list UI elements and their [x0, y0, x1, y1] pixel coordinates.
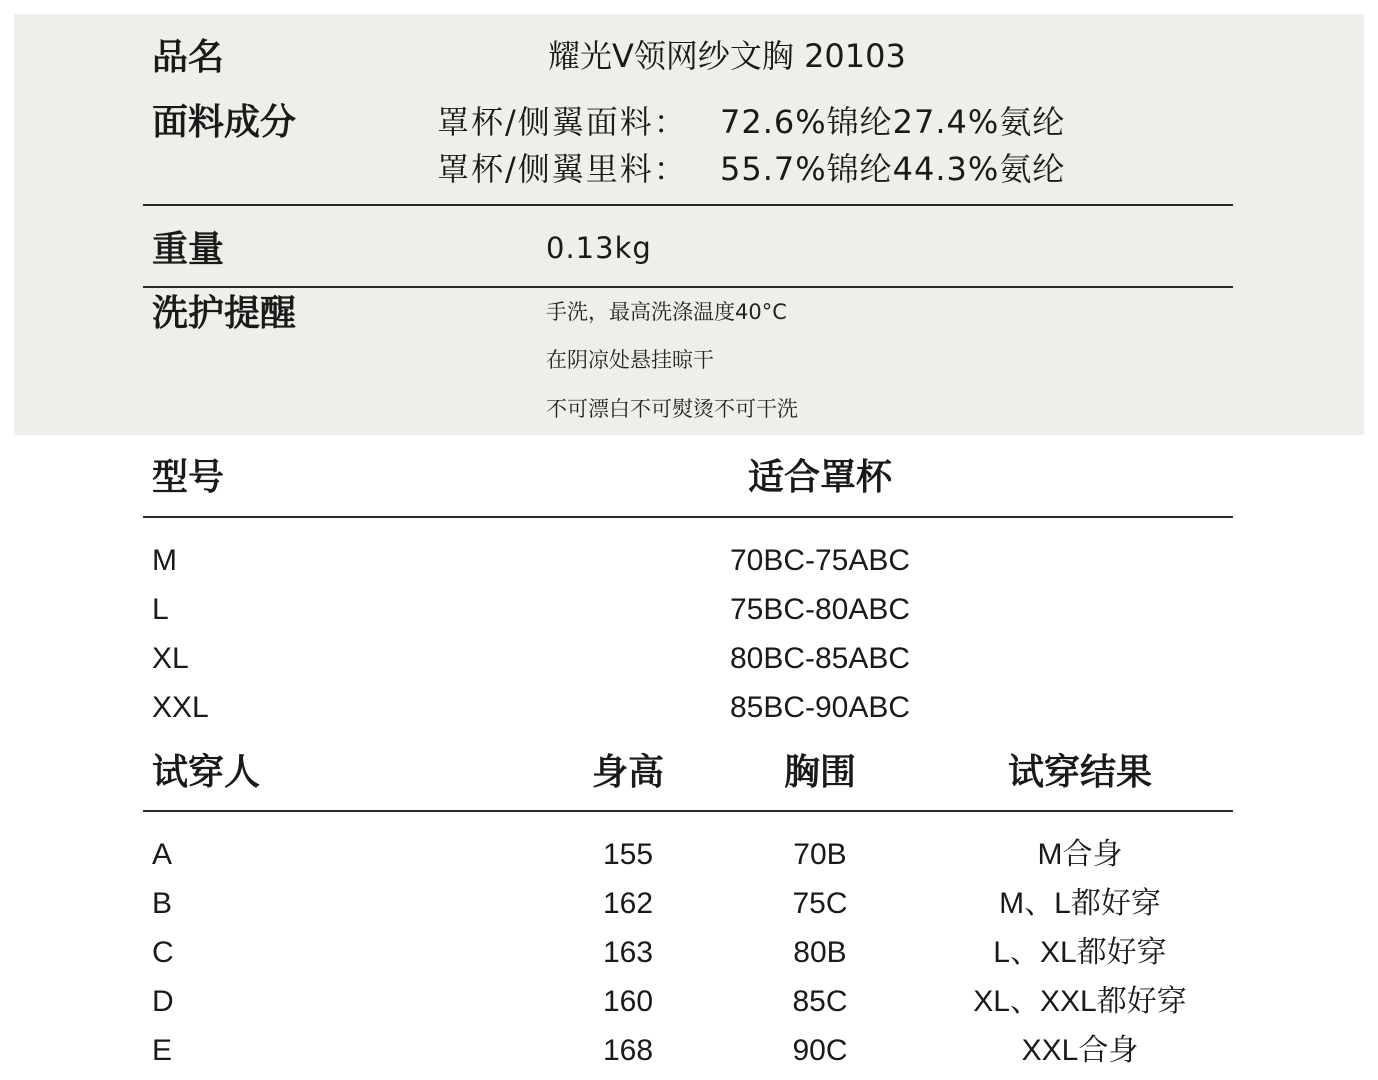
height-cell: 168 — [602, 1034, 654, 1067]
bust-cell: 90C — [792, 1034, 848, 1067]
tester-cell: A — [152, 838, 173, 871]
divider — [143, 286, 1233, 288]
divider — [143, 516, 1233, 518]
height-cell: 155 — [602, 838, 654, 871]
bust-cell: 75C — [792, 887, 848, 920]
fabric-value-lining: 55.7%锦纶44.3%氨纶 — [720, 150, 1066, 188]
cup-cell: 70BC-75ABC — [729, 544, 911, 577]
size-cell: XXL — [152, 691, 209, 724]
care-instruction: 手洗，最高洗涤温度40°C — [546, 300, 787, 324]
care-label: 洗护提醒 — [152, 293, 297, 334]
bust-cell: 85C — [792, 985, 848, 1018]
result-cell: M合身 — [1037, 838, 1123, 871]
care-instruction: 不可漂白不可熨烫不可干洗 — [546, 397, 798, 421]
height-header: 身高 — [591, 752, 665, 793]
fabric-part-outer: 罩杯/侧翼面料： — [437, 103, 688, 141]
height-cell: 160 — [602, 985, 654, 1018]
tester-cell: D — [152, 985, 174, 1018]
result-cell: L、XL都好穿 — [993, 936, 1167, 969]
tester-cell: E — [152, 1034, 173, 1067]
tester-cell: B — [152, 887, 173, 920]
result-cell: XL、XXL都好穿 — [973, 985, 1187, 1018]
size-cell: XL — [152, 642, 189, 675]
height-cell: 162 — [602, 887, 654, 920]
bust-cell: 70B — [793, 838, 847, 871]
tester-header: 试穿人 — [152, 752, 261, 793]
care-instruction: 在阴凉处悬挂晾干 — [546, 348, 714, 372]
size-cell: M — [152, 544, 177, 577]
divider — [143, 810, 1233, 812]
height-cell: 163 — [602, 936, 654, 969]
product-name-value: 耀光V领网纱文胸 20103 — [548, 37, 906, 75]
weight-label: 重量 — [152, 229, 225, 270]
divider — [143, 204, 1233, 206]
cup-cell: 80BC-85ABC — [729, 642, 911, 675]
tester-cell: C — [152, 936, 174, 969]
fabric-value-outer: 72.6%锦纶27.4%氨纶 — [720, 103, 1066, 141]
cup-header: 适合罩杯 — [747, 457, 893, 498]
size-cell: L — [152, 593, 169, 626]
product-name-label: 品名 — [152, 37, 225, 78]
fabric-label: 面料成分 — [152, 102, 297, 143]
bust-header: 胸围 — [783, 752, 857, 793]
fabric-part-lining: 罩杯/侧翼里料： — [437, 150, 688, 188]
result-header: 试穿结果 — [1007, 752, 1153, 793]
cup-cell: 75BC-80ABC — [729, 593, 911, 626]
result-cell: M、L都好穿 — [999, 887, 1161, 920]
size-header: 型号 — [152, 457, 225, 498]
result-cell: XXL合身 — [1021, 1034, 1139, 1067]
cup-cell: 85BC-90ABC — [729, 691, 911, 724]
weight-value: 0.13kg — [546, 231, 652, 265]
bust-cell: 80B — [793, 936, 847, 969]
